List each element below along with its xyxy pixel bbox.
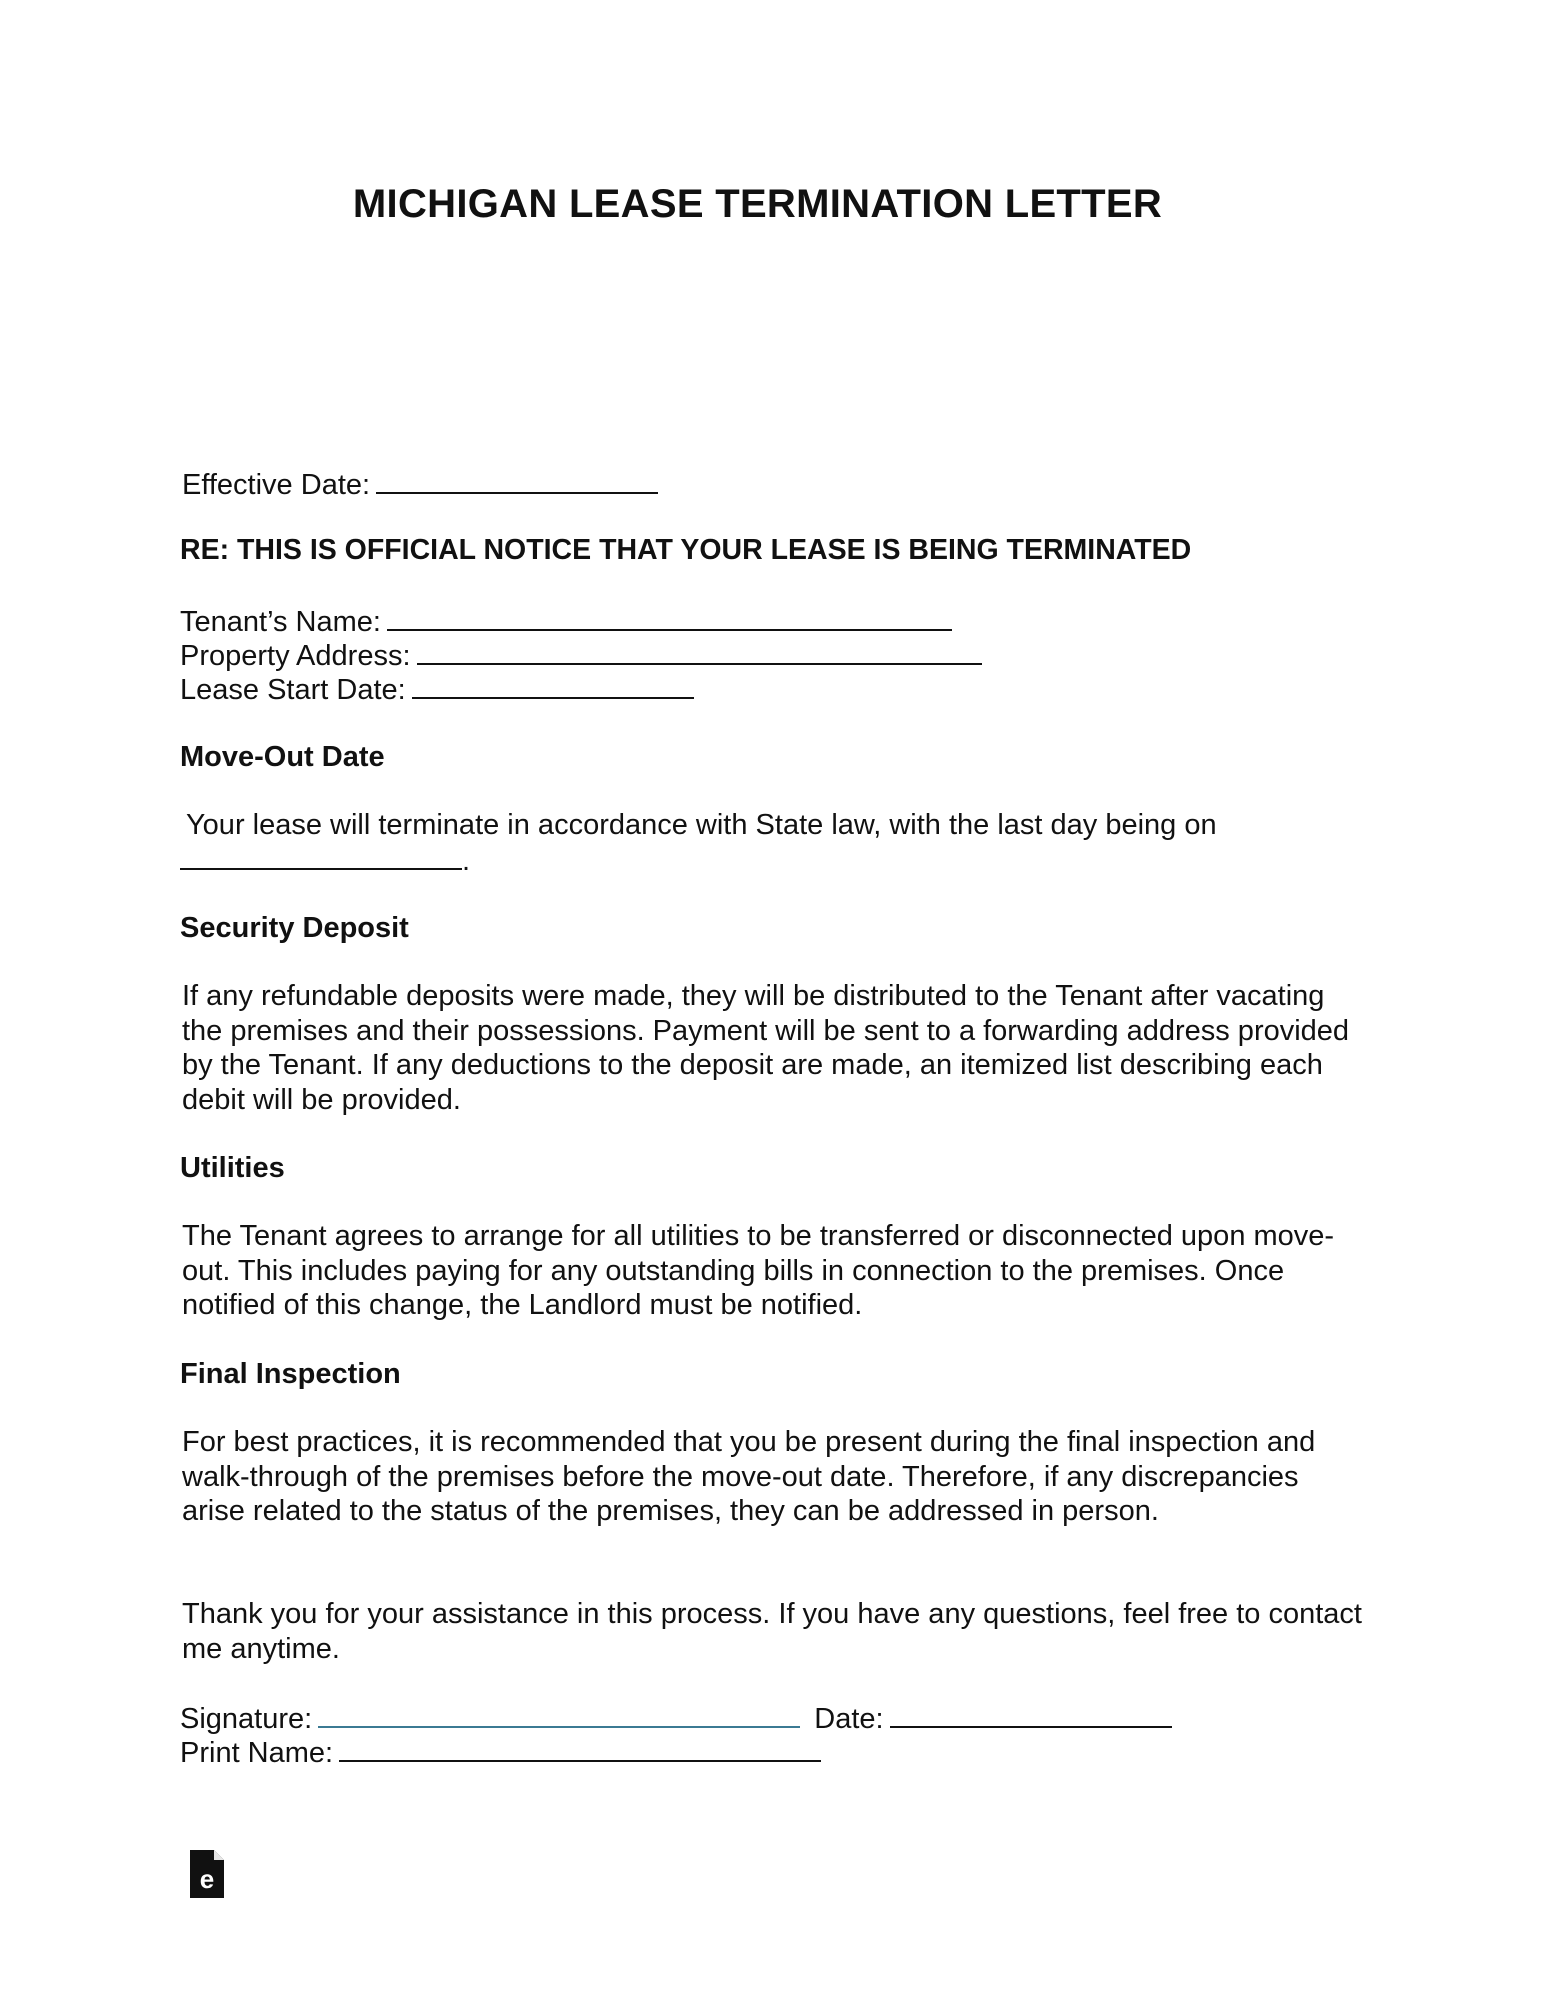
signature-label: Signature:: [180, 1703, 313, 1735]
date-label: Date:: [814, 1703, 884, 1735]
lease-start-blank[interactable]: [412, 671, 694, 699]
final-inspection-body: For best practices, it is recommended that you be present during the final inspection and walk-through of the premises before the move-out date. Therefore, if any discrepancies arise related to the status of the premises, they can be addressed in person.: [182, 1426, 1316, 1527]
move-out-date-row[interactable]: [180, 842, 470, 879]
print-name-label: Print Name:: [180, 1737, 334, 1769]
eforms-logo-icon: [190, 1850, 224, 1898]
utilities-body: The Tenant agrees to arrange for all utilities to be transferred or disconnected upon move-out. This includes paying for any outstanding bills in connection to the premises. Once notified of this change, the Landlord must be notified.: [182, 1220, 1335, 1321]
move-out-body: Your lease will terminate in accordance with State law, with the last day being on: [186, 809, 1217, 841]
date-blank[interactable]: [890, 1700, 1172, 1728]
signature-row[interactable]: [180, 1700, 1172, 1737]
utilities-heading: Utilities: [180, 1152, 285, 1184]
re-notice-line: RE: THIS IS OFFICIAL NOTICE THAT YOUR LEASE IS BEING TERMINATED: [180, 534, 1192, 566]
move-out-heading: Move-Out Date: [180, 741, 385, 773]
print-name-row[interactable]: [180, 1734, 821, 1771]
closing-paragraph: Thank you for your assistance in this process. If you have any questions, feel free to contact me anytime.: [182, 1598, 1362, 1665]
tenant-name-row[interactable]: [180, 603, 952, 640]
security-deposit-heading: Security Deposit: [180, 912, 409, 944]
tenant-name-blank[interactable]: [387, 603, 952, 631]
svg-text:e: e: [199, 1864, 215, 1894]
print-name-blank[interactable]: [339, 1734, 821, 1762]
lease-start-row[interactable]: [180, 671, 694, 708]
move-out-end-punct: .: [462, 845, 471, 877]
security-deposit-body: If any refundable deposits were made, they will be distributed to the Tenant after vacating the premises and their possessions. Payment will be sent to a forwarding address provided by the Tenant. If any deductions to the deposit are made, an itemized list describing each debit will be provided.: [182, 980, 1350, 1116]
move-out-date-blank[interactable]: [180, 842, 462, 870]
document-title: MICHIGAN LEASE TERMINATION LETTER: [352, 182, 1163, 226]
tenant-name-label: Tenant’s Name:: [180, 606, 381, 638]
effective-date-blank[interactable]: [376, 466, 658, 494]
property-address-row[interactable]: [180, 637, 982, 674]
effective-date-label: Effective Date:: [182, 469, 371, 501]
lease-start-label: Lease Start Date:: [180, 674, 406, 706]
property-address-blank[interactable]: [417, 637, 982, 665]
signature-blank[interactable]: [318, 1700, 800, 1728]
effective-date-row[interactable]: [182, 466, 658, 503]
property-address-label: Property Address:: [180, 640, 411, 672]
final-inspection-heading: Final Inspection: [180, 1358, 401, 1390]
